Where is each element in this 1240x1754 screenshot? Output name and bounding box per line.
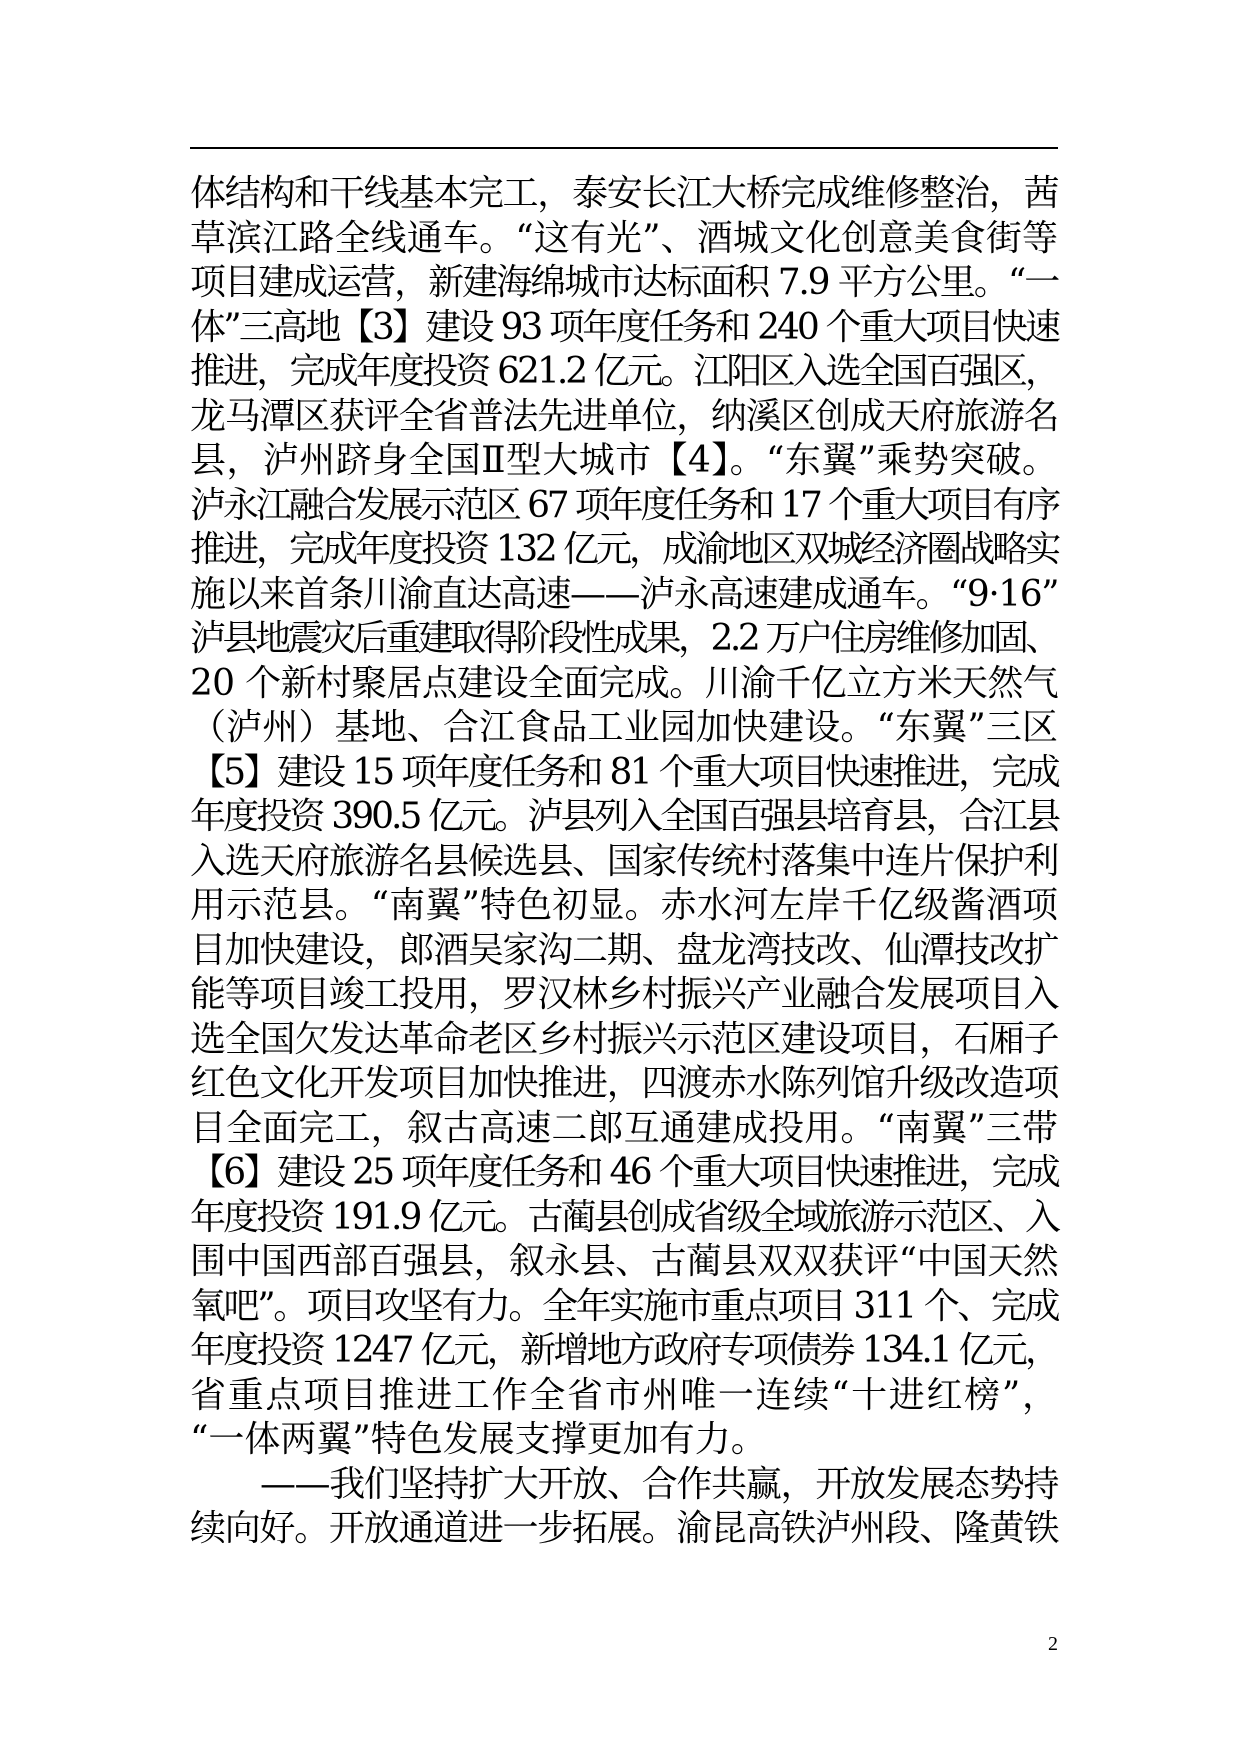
body-text (190, 172, 1058, 1552)
text-line: 推进，完成年度投资 621.2 亿元。江阳区入选全国百强区， (190, 351, 1058, 392)
text-line: 目加快建设，郎酒吴家沟二期、盘龙湾技改、仙潭技改扩 (190, 929, 1058, 971)
text-line: 年度投资 390.5 亿元。泸县列入全国百强县培育县，合江县 (190, 796, 1058, 837)
text-line: 氧吧”。项目攻坚有力。全年实施市重点项目 311 个、完成 (190, 1285, 1058, 1327)
text-line: 20 个新村聚居点建设全面完成。川渝千亿立方米天然气 (190, 662, 1058, 704)
text-line: 省重点项目推进工作全省市州唯一连续“十进红榜”， (190, 1374, 1058, 1416)
text-line: 泸永江融合发展示范区 67 项年度任务和 17 个重大项目有序 (190, 484, 1058, 526)
text-line: 围中国西部百强县，叙永县、古蔺县双双获评“中国天然 (190, 1241, 1058, 1282)
page-number: 2 (1048, 1633, 1058, 1655)
text-line: （泸州）基地、合江食品工业园加快建设。“东翼”三区 (190, 707, 1058, 748)
text-line: 年度投资 1247 亿元，新增地方政府专项债券 134.1 亿元， (190, 1330, 1058, 1371)
text-line: ——我们坚持扩大开放、合作共赢，开放发展态势持 (260, 1463, 1058, 1505)
text-line: 【5】建设 15 项年度任务和 81 个重大项目快速推进，完成 (190, 751, 1058, 793)
text-line: 县，泸州跻身全国Ⅱ型大城市【4】。“东翼”乘势突破。 (190, 440, 1058, 481)
text-line: 龙马潭区获评全省普法先进单位，纳溪区创成天府旅游名 (190, 395, 1058, 437)
text-line: 选全国欠发达革命老区乡村振兴示范区建设项目，石厢子 (190, 1018, 1058, 1060)
text-line: 【6】建设 25 项年度任务和 46 个重大项目快速推进，完成 (190, 1152, 1058, 1193)
text-line: 用示范县。“南翼”特色初显。赤水河左岸千亿级酱酒项 (190, 885, 1058, 926)
text-line: 目全面完工，叙古高速二郎互通建成投用。“南翼”三带 (190, 1107, 1058, 1149)
text-line: 体”三高地【3】建设 93 项年度任务和 240 个重大项目快速 (190, 306, 1058, 348)
header-rule (190, 147, 1058, 149)
text-line: 项目建成运营，新建海绵城市达标面积 7.9 平方公里。“一 (190, 262, 1058, 303)
text-line: 泸县地震灾后重建取得阶段性成果，2.2 万户住房维修加固、 (190, 618, 1058, 659)
text-line: 体结构和干线基本完工，泰安长江大桥完成维修整治，茜 (190, 173, 1058, 214)
text-line: 能等项目竣工投用，罗汉林乡村振兴产业融合发展项目入 (190, 974, 1058, 1015)
text-line: 草滨江路全线通车。“这有光”、酒城文化创意美食街等 (190, 217, 1058, 259)
text-line: 入选天府旅游名县候选县、国家传统村落集中连片保护利 (190, 840, 1058, 882)
text-line: 施以来首条川渝直达高速——泸永高速建成通车。“9·16” (190, 573, 1058, 615)
text-line: 红色文化开发项目加快推进，四渡赤水陈列馆升级改造项 (190, 1063, 1058, 1104)
text-line: “一体两翼”特色发展支撑更加有力。 (190, 1419, 767, 1460)
text-line: 年度投资 191.9 亿元。古蔺县创成省级全域旅游示范区、入 (190, 1196, 1058, 1238)
text-line: 续向好。开放通道进一步拓展。渝昆高铁泸州段、隆黄铁 (190, 1508, 1058, 1549)
text-line: 推进，完成年度投资 132 亿元，成渝地区双城经济圈战略实 (190, 529, 1058, 570)
